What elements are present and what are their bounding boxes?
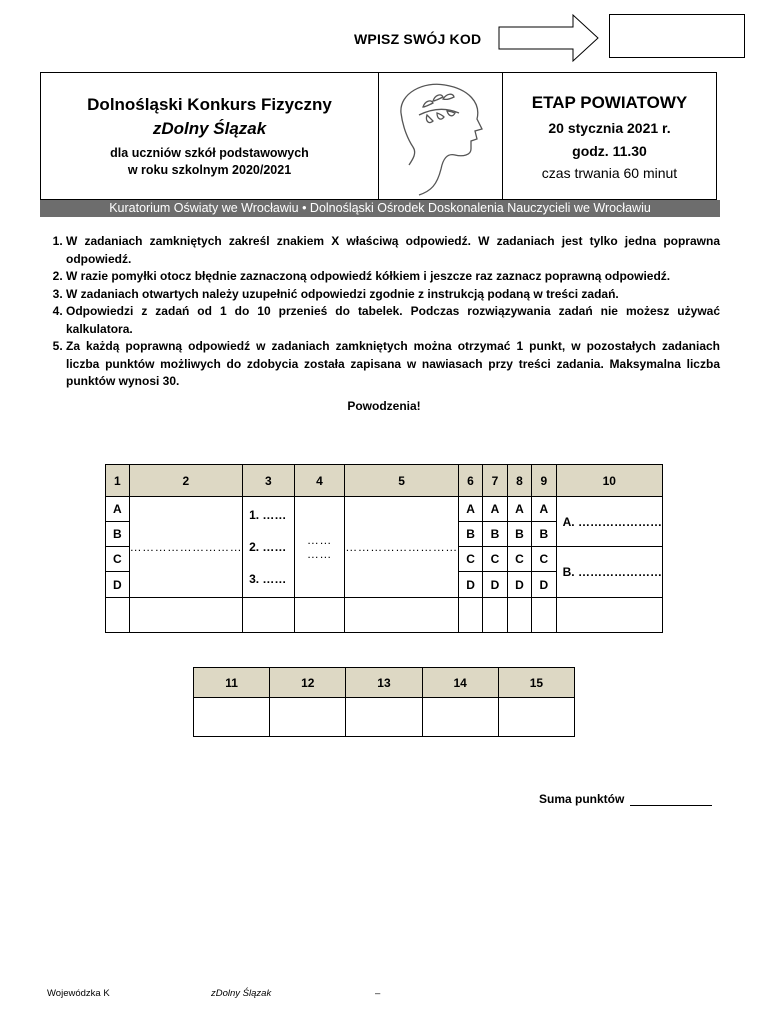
task3-item: 3. …… [249, 572, 287, 586]
arrow-right-icon [497, 13, 601, 63]
contest-logo [379, 73, 503, 199]
task-header: 5 [345, 465, 459, 497]
task10-answer-b[interactable] [556, 547, 662, 598]
task-header: 13 [346, 668, 422, 698]
score-cell[interactable] [194, 698, 270, 737]
score-cell[interactable] [556, 598, 662, 633]
contest-info [41, 73, 379, 199]
task8-option-c[interactable]: C [507, 547, 531, 572]
task5-blank: ……………………… [345, 540, 458, 554]
task-header: 6 [458, 465, 482, 497]
instruction-item: 5. Za każdą poprawną odpowiedź w zadaniach zamkniętych można otrzymać 1 punkt, w pozostałych zadaniach liczba punktów możliwych do zdobycia została zapisana w nawiasach przy treści zadania. Maksymalna liczba punktów wynosi 30. [66, 338, 720, 391]
instruction-item: 1. W zadaniach zamkniętych zakreśl znakiem X właściwą odpowiedź. W zadaniach jest tylko jedna poprawna odpowiedź. [66, 233, 720, 268]
task7-option-b[interactable]: B [483, 522, 507, 547]
task3-answer-cell[interactable] [243, 497, 294, 598]
contest-header [40, 72, 717, 200]
organizers-banner: Kuratorium Oświaty we Wrocławiu • Dolnośląski Ośrodek Doskonalenia Nauczycieli we Wrocławiu [40, 200, 720, 217]
sum-input-line[interactable] [630, 793, 712, 806]
task-header: 15 [498, 668, 574, 698]
task9-option-c[interactable]: C [532, 547, 556, 572]
score-cell[interactable] [458, 598, 482, 633]
task9-option-b[interactable]: B [532, 522, 556, 547]
task8-option-d[interactable]: D [507, 572, 531, 598]
sum-points [539, 792, 712, 806]
score-cell[interactable] [294, 598, 345, 633]
sum-label: Suma punktów [539, 792, 625, 806]
score-cell[interactable] [498, 698, 574, 737]
code-input-box[interactable] [609, 14, 745, 58]
task1-option-a[interactable]: A [106, 497, 130, 522]
task1-option-d[interactable]: D [106, 572, 130, 598]
task1-option-c[interactable]: C [106, 547, 130, 572]
score-cell[interactable] [532, 598, 556, 633]
task-header: 1 [106, 465, 130, 497]
task7-option-d[interactable]: D [483, 572, 507, 598]
exam-time: godz. 11.30 [572, 143, 647, 159]
task5-answer-cell[interactable] [345, 497, 459, 598]
code-label: WPISZ SWÓJ KOD [354, 31, 482, 47]
instruction-item: 4. Odpowiedzi z zadań od 1 do 10 przenieś do tabelek. Podczas rozwiązywania zadań nie możesz używać kalkulatora. [66, 303, 720, 338]
score-cell[interactable] [270, 698, 346, 737]
stage-title: ETAP POWIATOWY [531, 93, 688, 112]
score-cell[interactable] [345, 598, 459, 633]
task-header: 4 [294, 465, 345, 497]
contest-title: Dolnośląski Konkurs Fizyczny [87, 95, 332, 114]
task4-answer-cell[interactable] [294, 497, 345, 598]
task3-item: 1. …… [249, 508, 287, 522]
score-cell[interactable] [243, 598, 294, 633]
contest-subtitle: zDolny Ślązak [152, 119, 267, 138]
good-luck-text: Powodzenia! [347, 399, 421, 413]
score-cell[interactable] [422, 698, 498, 737]
task6-option-b[interactable]: B [458, 522, 482, 547]
task-header: 2 [129, 465, 243, 497]
task6-option-d[interactable]: D [458, 572, 482, 598]
task4-blank: …… …… [306, 533, 332, 561]
task7-option-c[interactable]: C [483, 547, 507, 572]
audience-line-2: w roku szkolnym 2020/2021 [127, 163, 292, 177]
answer-table-1-10 [105, 464, 663, 633]
task6-option-a[interactable]: A [458, 497, 482, 522]
score-cell[interactable] [346, 698, 422, 737]
exam-duration: czas trwania 60 minut [541, 165, 678, 181]
stage-info [503, 73, 716, 199]
task-header: 12 [270, 668, 346, 698]
task2-blank: ……………………… [129, 540, 243, 554]
task-header: 11 [194, 668, 270, 698]
footer-left: Wojewódzka K [47, 988, 110, 999]
instruction-item: 3. W zadaniach otwartych należy uzupełnić odpowiedzi zgodnie z instrukcją podaną w treści zadań. [66, 286, 720, 304]
task-header: 10 [556, 465, 662, 497]
task-header: 14 [422, 668, 498, 698]
footer-dash: – [375, 988, 381, 999]
task8-option-b[interactable]: B [507, 522, 531, 547]
instructions-list [44, 233, 720, 391]
answer-table-11-15 [193, 667, 575, 737]
task-header: 7 [483, 465, 507, 497]
task7-option-a[interactable]: A [483, 497, 507, 522]
score-cell[interactable] [129, 598, 243, 633]
task-header: 3 [243, 465, 294, 497]
task1-option-b[interactable]: B [106, 522, 130, 547]
task-header: 9 [532, 465, 556, 497]
score-cell[interactable] [507, 598, 531, 633]
instruction-item: 2. W razie pomyłki otocz błędnie zaznaczoną odpowiedź kółkiem i jeszcze raz zaznacz poprawną odpowiedź. [66, 268, 720, 286]
task-header: 8 [507, 465, 531, 497]
exam-date: 20 stycznia 2021 r. [548, 120, 671, 136]
head-laurel-logo-icon [379, 73, 503, 199]
task6-option-c[interactable]: C [458, 547, 482, 572]
task3-item: 2. …… [249, 540, 287, 554]
task10-answer-a[interactable] [556, 497, 662, 547]
task2-answer-cell[interactable] [129, 497, 243, 598]
task10-blank-b: B. ………………… [562, 565, 662, 579]
footer-center: zDolny Ślązak [211, 988, 272, 999]
task9-option-a[interactable]: A [532, 497, 556, 522]
task10-blank-a: A. ………………… [562, 514, 662, 529]
score-cell[interactable] [483, 598, 507, 633]
task8-option-a[interactable]: A [507, 497, 531, 522]
score-cell[interactable] [106, 598, 130, 633]
task9-option-d[interactable]: D [532, 572, 556, 598]
audience-line-1: dla uczniów szkół podstawowych [110, 146, 309, 160]
